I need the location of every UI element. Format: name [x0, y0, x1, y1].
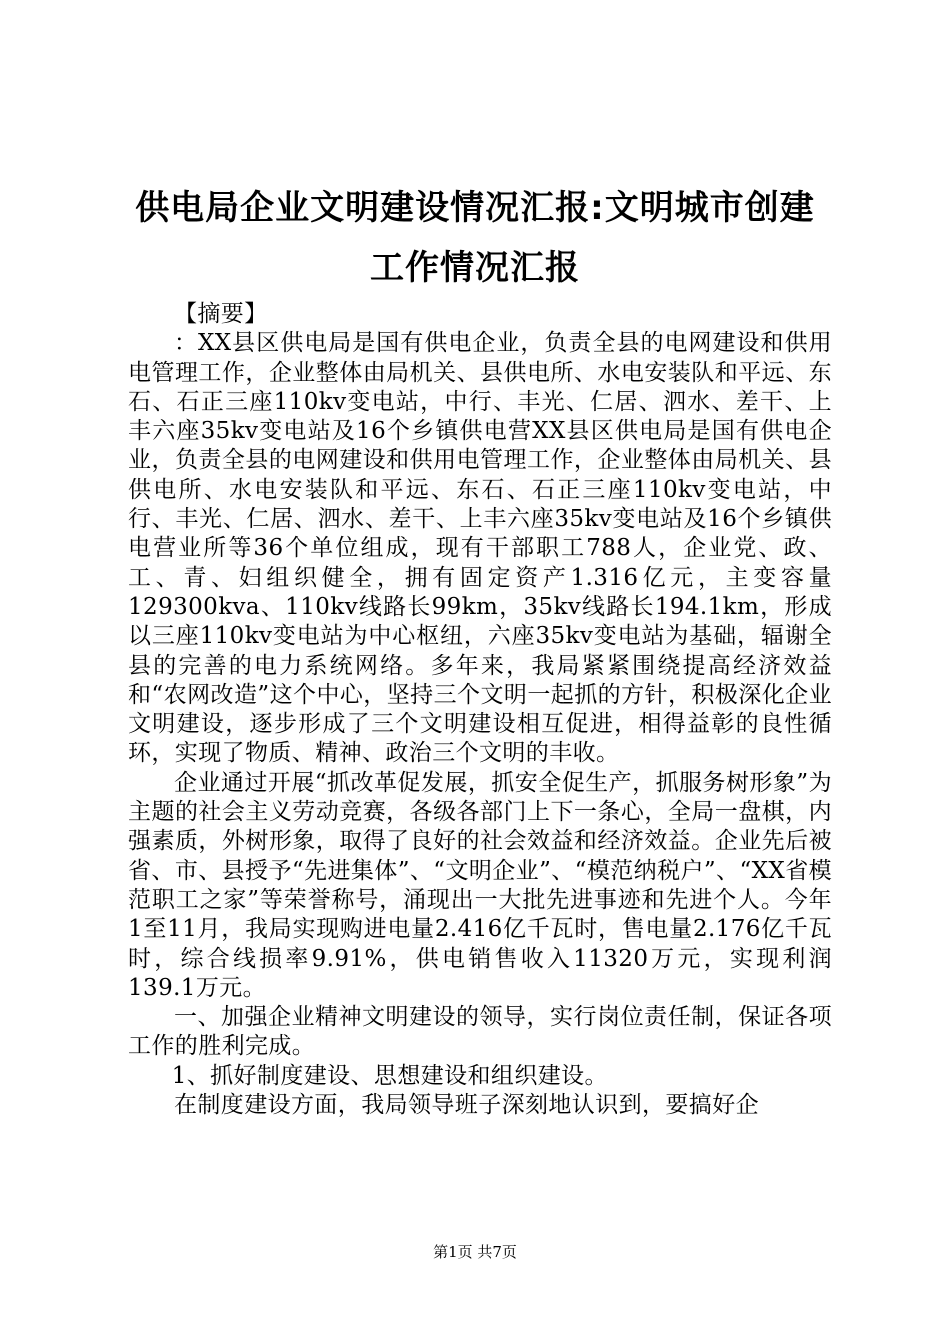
paragraph-abstract: ：XX县区供电局是国有供电企业，负责全县的电网建设和供用电管理工作，企业整体由局机关、县供电所、水电安装队和平远、东石、石正三座110kv变电站，中行、丰光、仁居、泗水、差干、上丰六座35kv变电站及16个乡镇供电营XX县区供电局是国有供电企业，负责全县的电网建设和供用电管理工作，企业整体由局机关、县供电所、水电安装队和平远、东石、石正三座110kv变电站，中行、丰光、仁居、泗水、差干、上丰六座35kv变电站及16个乡镇供电营业所等36个单位组成，现有干部职工788人，企业党、政、工、青、妇组织健全，拥有固定资产1.316亿元，主变容量129300kva、110kv线路长99km，35kv线路长194.1km，形成以三座110kv变电站为中心枢纽，六座35kv变电站为基础，辐谢全县的完善的电力系统网络。多年来，我局紧紧围绕提高经济效益和“农网改造”这个中心，坚持三个文明一起抓的方针，积极深化企业文明建设，逐步形成了三个文明建设相互促进，相得益彰的良性循环，实现了物质、精神、政治三个文明的丰收。 — [128, 330, 832, 767]
abstract-label: 【摘要】 — [174, 301, 268, 327]
page-footer: 第1页 共7页 — [433, 1243, 517, 1261]
paragraph-achievements: 企业通过开展“抓改革促发展，抓安全促生产，抓服务树形象”为主题的社会主义劳动竞赛，各级各部门上下一条心，全局一盘棋，内强素质，外树形象，取得了良好的社会效益和经济效益。企业先后被省、市、县授予“先进集体”、“文明企业”、“模范纳税户”、“XX省模范职工之家”等荣誉称号，涌现出一大批先进事迹和先进个人。今年1至11月，我局实现购进电量2.416亿千瓦时，售电量2.176亿千瓦时，综合线损率9.91%，供电销售收入11320万元，实现利润139.1万元。 — [128, 769, 832, 1001]
document-title — [100, 178, 850, 298]
title-line-1: 供电局企业文明建设情况汇报:文明城市创建 — [135, 188, 815, 228]
section-heading-1: 一、加强企业精神文明建设的领导，实行岗位责任制，保证各项工作的胜利完成。 — [128, 1004, 832, 1060]
document-body — [128, 300, 832, 1120]
title-line-2: 工作情况汇报 — [370, 248, 580, 288]
subsection-heading-1: 1、抓好制度建设、思想建设和组织建设。 — [171, 1062, 608, 1089]
paragraph-system-building: 在制度建设方面，我局领导班子深刻地认识到，要搞好企 — [174, 1092, 759, 1119]
